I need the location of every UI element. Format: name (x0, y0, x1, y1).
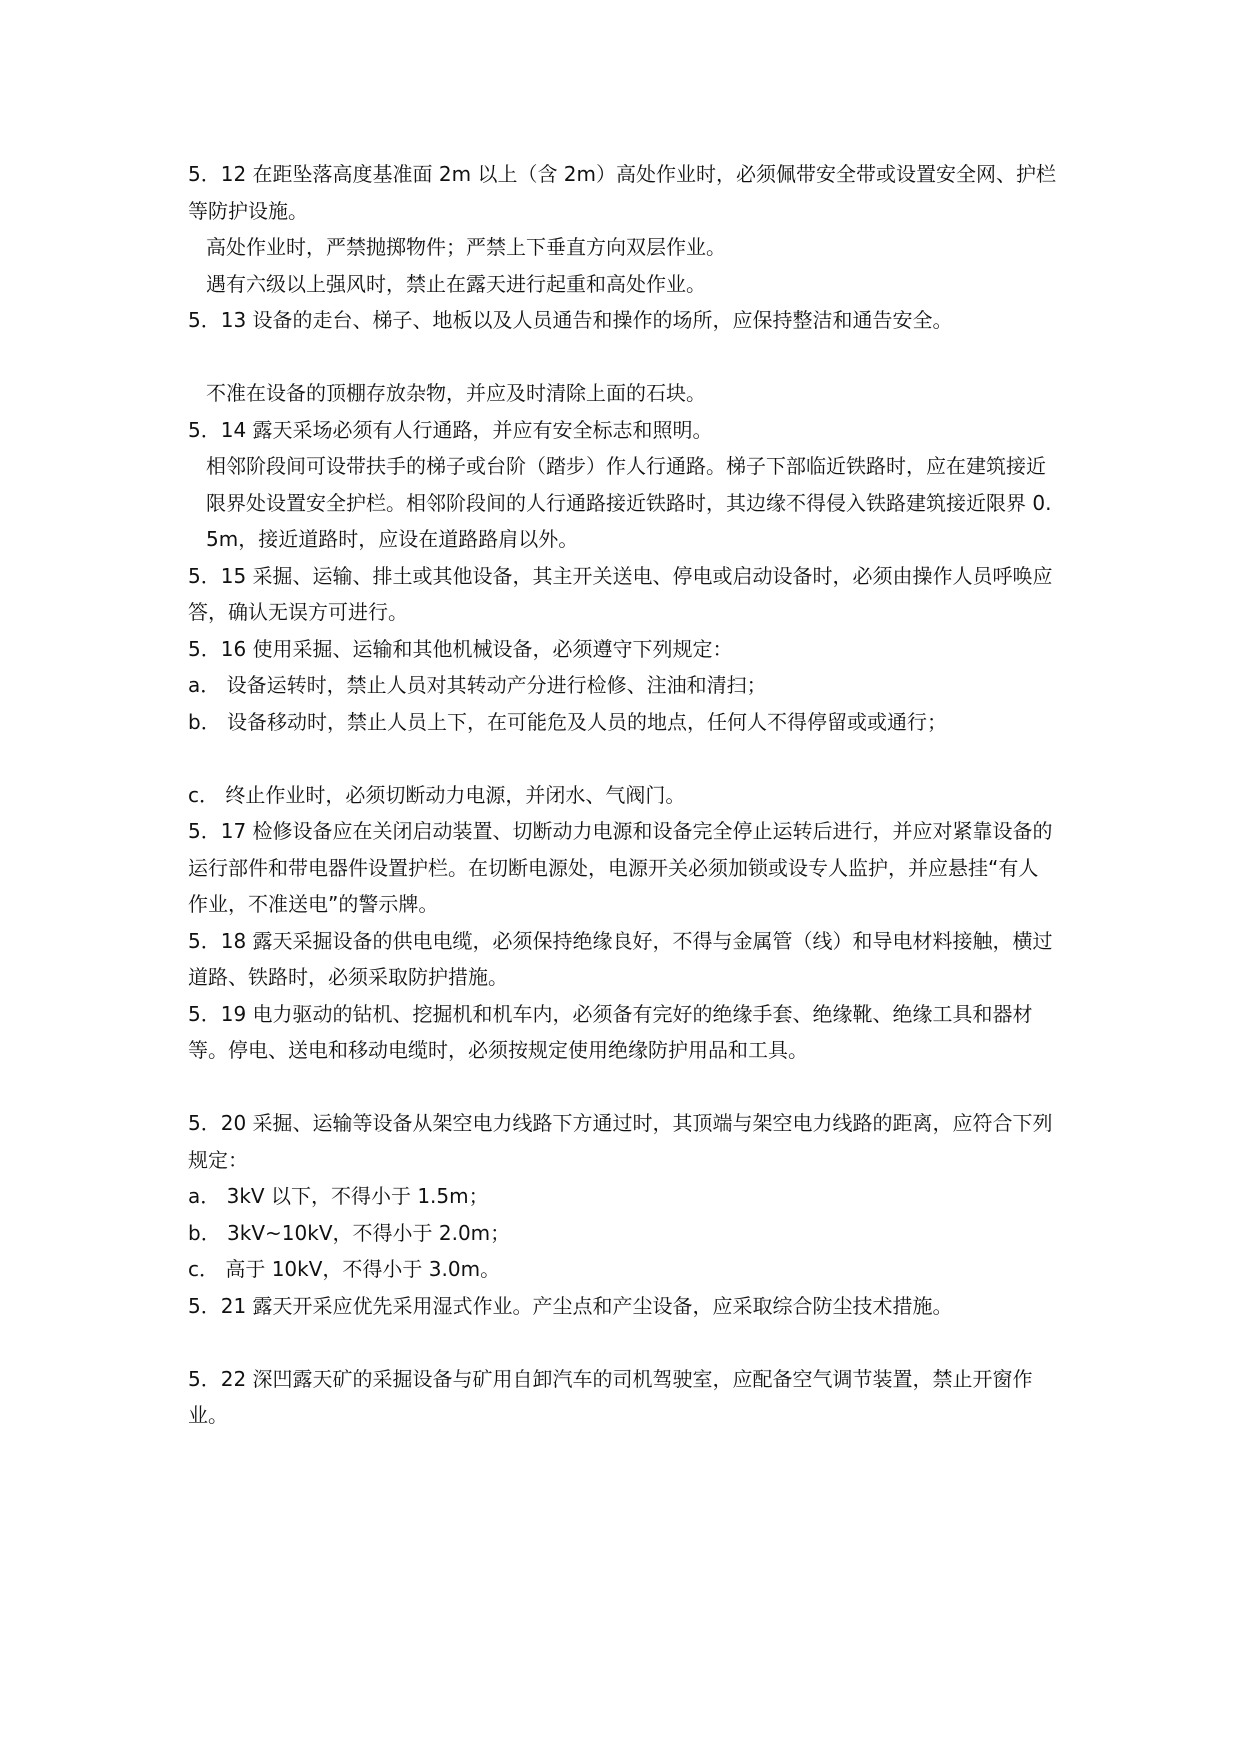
paragraph-5-16: 5．16 使用采掘、运输和其他机械设备，必须遵守下列规定： (188, 636, 733, 661)
paragraph-5-20: 5．20 采掘、运输等设备从架空电力线路下方通过时，其顶端与架空电力线路的距离，应符合下列规定： (188, 1111, 1053, 1172)
list-item-5-16-b: b． 设备移动时，禁止人员上下，在可能危及人员的地点，任何人不得停留或或通行； (188, 709, 948, 734)
paragraph-5-14: 5．14 露天采场必须有人行通路，并应有安全标志和照明。 (188, 417, 713, 442)
list-item-5-20-a: a． 3kV 以下，不得小于 1.5m； (188, 1184, 489, 1208)
paragraph-5-13-roof: 不准在设备的顶棚存放杂物，并应及时清除上面的石块。 (206, 381, 706, 405)
paragraph-5-21: 5．21 露天开采应优先采用湿式作业。产尘点和产尘设备，应采取综合防尘技术措施。 (188, 1293, 953, 1318)
blank-line (188, 740, 1058, 777)
blank-line (188, 1069, 1058, 1106)
paragraph-5-18: 5．18 露天采掘设备的供电电缆，必须保持绝缘良好，不得与金属管（线）和导电材料接触，横过道路、铁路时，必须采取防护措施。 (188, 928, 1053, 989)
paragraph-5-12-wind: 遇有六级以上强风时，禁止在露天进行起重和高处作业。 (206, 271, 706, 296)
paragraph-5-19: 5．19 电力驱动的钻机、挖掘机和机车内，必须备有完好的绝缘手套、绝缘靴、绝缘工具和器材等。停电、送电和移动电缆时，必须按规定使用绝缘防护用品和工具。 (188, 1001, 1033, 1062)
paragraph-5-22: 5．22 深凹露天矿的采掘设备与矿用自卸汽车的司机驾驶室，应配备空气调节装置，禁止开窗作业。 (188, 1366, 1033, 1427)
paragraph-5-12: 5．12 在距坠落高度基准面 2m 以上（含 2m）高处作业时，必须佩带安全带或设置安全网、护栏等防护设施。 (188, 162, 1057, 223)
paragraph-5-14-stairs: 相邻阶段间可设带扶手的梯子或台阶（踏步）作人行通路。梯子下部临近铁路时，应在建筑接近限界处设置安全护栏。相邻阶段间的人行通路接近铁路时，其边缘不得侵入铁路建筑接近限界 0.5m，接近道路时，应设在道路路肩以外。 (206, 454, 1052, 551)
paragraph-5-12-high-work: 高处作业时，严禁抛掷物件；严禁上下垂直方向双层作业。 (206, 235, 726, 259)
list-item-5-20-c: c． 高于 10kV，不得小于 3.0m。 (188, 1257, 501, 1281)
paragraph-5-13: 5．13 设备的走台、梯子、地板以及人员通告和操作的场所，应保持整洁和通告安全。 (188, 308, 953, 332)
paragraph-5-17: 5．17 检修设备应在关闭启动装置、切断动力电源和设备完全停止运转后进行，并应对紧靠设备的运行部件和带电器件设置护栏。在切断电源处，电源开关必须加锁或设专人监护，并应悬挂“有人作业，不准送电”的警示牌。 (188, 819, 1053, 916)
list-item-5-16-a: a． 设备运转时，禁止人员对其转动产分进行检修、注油和清扫； (188, 673, 767, 697)
paragraph-5-15: 5．15 采掘、运输、排土或其他设备，其主开关送电、停电或启动设备时，必须由操作人员呼唤应答，确认无误方可进行。 (188, 563, 1053, 624)
list-item-5-20-b: b． 3kV~10kV，不得小于 2.0m； (188, 1220, 511, 1245)
blank-line (188, 1324, 1058, 1361)
list-item-5-16-c: c． 终止作业时，必须切断动力电源，并闭水、气阀门。 (188, 782, 686, 807)
blank-line (188, 339, 1058, 376)
document-body (188, 156, 1058, 1434)
